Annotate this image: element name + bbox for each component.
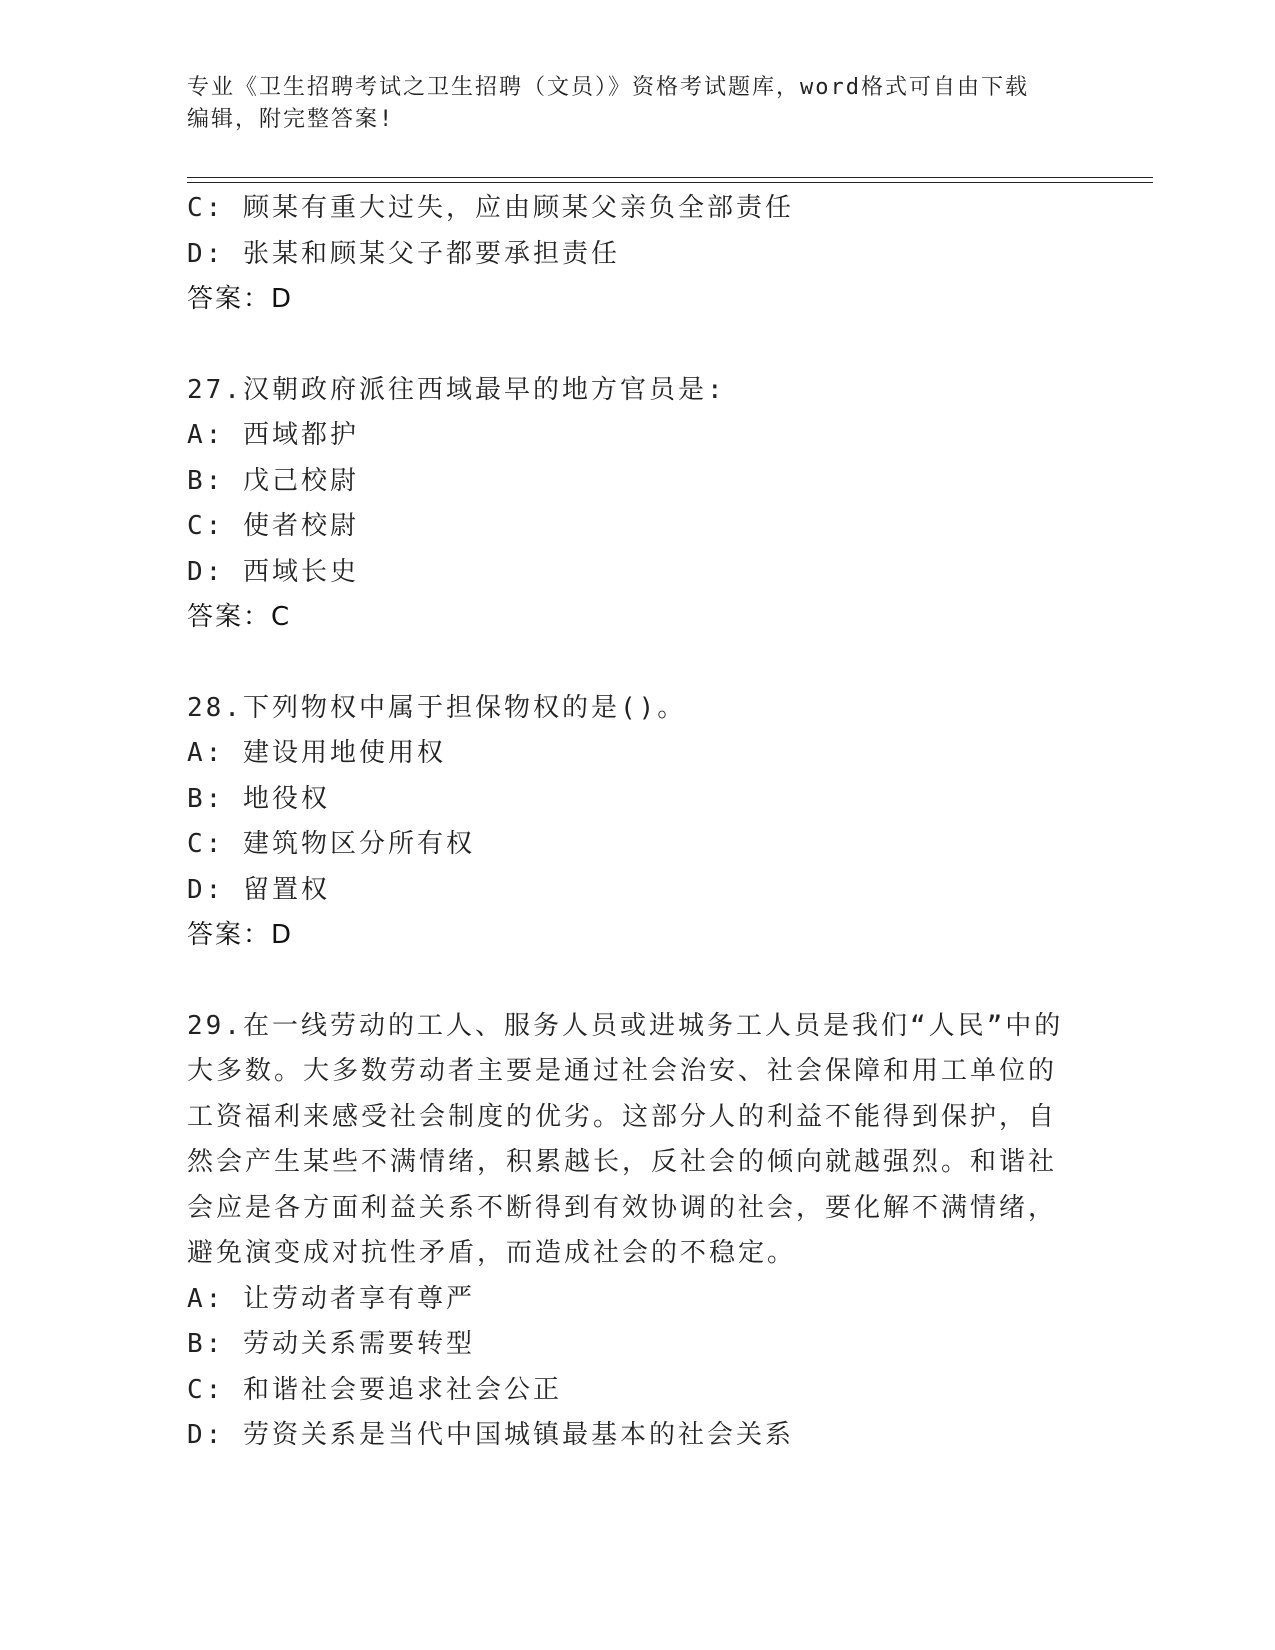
option-b: B: 劳动关系需要转型: [187, 1329, 475, 1359]
option-c: C: 使者校尉: [187, 511, 359, 541]
header-rule-bottom: [187, 182, 1153, 183]
question-stem-line: 29.在一线劳动的工人、服务人员或进城务工人员是我们“人民”中的: [187, 1010, 1064, 1041]
option-c: C: 和谐社会要追求社会公正: [187, 1374, 562, 1405]
question-stem: 27.汉朝政府派往西域最早的地方官员是:: [187, 374, 726, 405]
question-stem-line: 大多数。大多数劳动者主要是通过社会治安、社会保障和用工单位的: [187, 1056, 1058, 1086]
answer-label: 答案：D: [187, 284, 294, 314]
question-29: [187, 1004, 1087, 1459]
header-line-2: 编辑，附完整答案!: [187, 107, 395, 132]
option-c: C: 建筑物区分所有权: [187, 829, 475, 859]
question-stem: 28.下列物权中属于担保物权的是()。: [187, 692, 687, 723]
option-a: A: 建设用地使用权: [187, 738, 446, 768]
header-rule-top: [187, 177, 1153, 178]
question-stem-line: 避免演变成对抗性矛盾，而造成社会的不稳定。: [187, 1238, 797, 1268]
option-d: D: 劳资关系是当代中国城镇最基本的社会关系: [187, 1420, 794, 1450]
question-stem-line: 然会产生某些不满情绪，积累越长，反社会的倾向就越强烈。和谐社: [187, 1147, 1058, 1177]
question-stem-line: 会应是各方面利益关系不断得到有效协调的社会，要化解不满情绪，: [187, 1192, 1058, 1223]
question-27: [187, 368, 1087, 641]
question-26-continuation: [187, 186, 1087, 323]
option-b: B: 戊己校尉: [187, 465, 359, 496]
option-d: D: 西域长史: [187, 556, 359, 587]
option-c: C: 顾某有重大过失，应由顾某父亲负全部责任: [187, 193, 794, 223]
document-header: [187, 72, 1087, 136]
option-a: A: 西域都护: [187, 420, 359, 450]
answer-label: 答案：D: [187, 920, 294, 950]
document-body: [187, 186, 1087, 1459]
question-stem-line: 工资福利来感受社会制度的优劣。这部分人的利益不能得到保护，自: [187, 1101, 1058, 1132]
option-d: D: 张某和顾某父子都要承担责任: [187, 238, 620, 269]
question-28: [187, 686, 1087, 959]
option-b: B: 地役权: [187, 783, 330, 814]
option-a: A: 让劳动者享有尊严: [187, 1283, 475, 1314]
header-line-1: 专业《卫生招聘考试之卫生招聘（文员）》资格考试题库，word格式可自由下载: [187, 75, 1029, 100]
answer-label: 答案：C: [187, 602, 292, 632]
option-d: D: 留置权: [187, 874, 330, 905]
